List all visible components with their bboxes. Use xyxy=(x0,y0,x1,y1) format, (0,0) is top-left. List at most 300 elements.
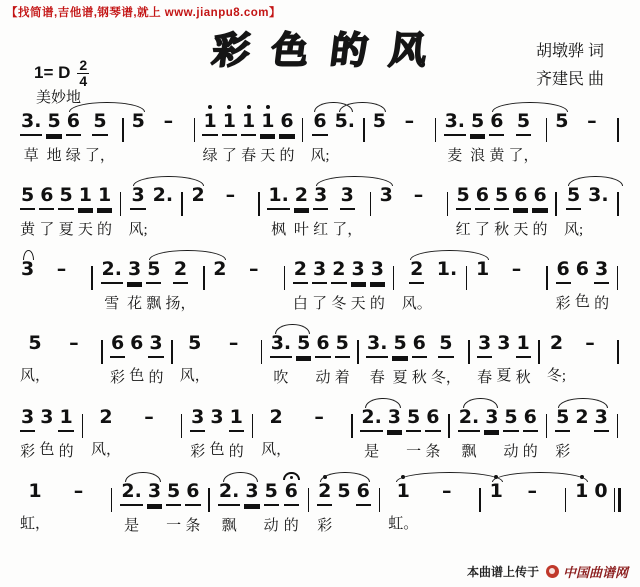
note-cell xyxy=(332,102,358,162)
note-number: 1 xyxy=(97,184,112,210)
duration-dash xyxy=(123,398,175,458)
note-number: 1 xyxy=(78,184,93,210)
lyric-syllable: 彩 xyxy=(190,444,206,460)
note-number: – xyxy=(225,184,236,206)
lyric-syllable: 了， xyxy=(332,222,363,238)
lyric-syllable: 的 xyxy=(279,148,295,164)
lyric-syllable: 动 xyxy=(315,370,331,386)
barline xyxy=(612,102,624,142)
note-number: 6 xyxy=(489,110,504,136)
note-cell xyxy=(259,398,293,458)
music-system-3 xyxy=(18,250,624,312)
note-cell xyxy=(313,324,332,386)
note-cell xyxy=(572,398,591,458)
lyric-syllable: 色 xyxy=(574,294,590,310)
note-cell xyxy=(329,250,348,312)
barline xyxy=(256,324,268,364)
lyric-syllable: 黄 xyxy=(489,148,505,164)
note-cell xyxy=(18,472,52,532)
lyric-syllable: 了 xyxy=(312,296,328,312)
note-cell xyxy=(163,250,197,312)
note-cell xyxy=(482,398,501,460)
note-cell xyxy=(501,398,520,460)
time-signature xyxy=(77,58,89,88)
note-cell xyxy=(442,102,468,164)
note-cell xyxy=(592,250,611,312)
note-cell xyxy=(511,176,530,238)
note-number: – xyxy=(69,332,79,354)
note-cell xyxy=(468,102,487,164)
high-octave-dot xyxy=(494,475,498,479)
lyric-syllable: 草 xyxy=(23,148,39,164)
barline xyxy=(550,176,562,216)
note-number: 6 xyxy=(284,480,299,506)
note-number: 3 xyxy=(148,332,163,358)
note-cell xyxy=(145,472,164,534)
note-number: 2. xyxy=(101,258,123,284)
lyric-syllable: 飘 xyxy=(221,518,237,534)
note-cell xyxy=(334,472,353,532)
octave-dots xyxy=(401,472,405,480)
note-cell xyxy=(294,324,313,386)
note-number: 6 xyxy=(185,480,200,506)
lyric-syllable: 冬; xyxy=(546,368,567,384)
note-cell xyxy=(434,250,460,310)
note-cell xyxy=(127,176,150,238)
note-number: 1 xyxy=(222,110,237,136)
barline xyxy=(253,176,265,216)
note-cell xyxy=(386,472,420,532)
note-number: 6 xyxy=(532,184,547,210)
note-cell xyxy=(554,250,573,312)
note-number: 6 xyxy=(556,258,571,284)
barline xyxy=(559,472,572,512)
barline xyxy=(117,102,129,142)
lyric-syllable: 色 xyxy=(209,442,225,458)
note-number: 2 xyxy=(294,184,309,210)
note-number: – xyxy=(56,258,67,280)
note-cell xyxy=(311,176,330,238)
note-cell xyxy=(277,102,296,164)
note-number: 1. xyxy=(267,184,289,210)
note-cell xyxy=(200,102,219,164)
music-system-2 xyxy=(18,176,624,238)
note-cell xyxy=(207,398,226,458)
note-number: 2 xyxy=(575,406,589,428)
lyric-syllable: 条 xyxy=(425,444,441,460)
note-number: 5 xyxy=(146,258,161,284)
note-number: 1 xyxy=(516,332,531,358)
note-number: 5 xyxy=(337,480,351,502)
note-cell xyxy=(521,398,540,460)
note-cell xyxy=(364,324,390,386)
note-cell xyxy=(423,398,442,460)
barline xyxy=(430,102,442,142)
note-number: 5 xyxy=(335,332,350,358)
note-cell xyxy=(108,324,127,386)
note-number: – xyxy=(527,480,538,502)
note-cell xyxy=(553,398,572,460)
note-number: 5 xyxy=(438,332,453,358)
note-cell xyxy=(492,176,511,238)
barline xyxy=(611,250,624,290)
lyric-syllable: 动 xyxy=(263,518,279,534)
credits xyxy=(536,38,604,94)
note-cell xyxy=(377,176,396,236)
note-cell xyxy=(530,176,549,238)
note-cell xyxy=(473,250,492,310)
note-cell xyxy=(358,398,384,460)
note-number: 1 xyxy=(475,258,490,280)
note-cell xyxy=(265,176,291,238)
lyric-syllable: 动 xyxy=(503,444,519,460)
note-number: 1 xyxy=(28,480,42,502)
barline xyxy=(533,324,545,364)
note-number: 2. xyxy=(360,406,382,432)
note-number: 5 xyxy=(456,184,471,210)
barline xyxy=(540,398,553,438)
note-number: 6 xyxy=(523,406,538,432)
lyric-syllable: 色 xyxy=(129,368,145,384)
lyric-syllable: 雪 xyxy=(104,296,120,312)
lyric-syllable: 枫 xyxy=(271,222,287,238)
lyric-syllable: 夏 xyxy=(58,222,74,238)
note-number: 3 xyxy=(20,406,35,432)
lyric-syllable: 飘 xyxy=(146,296,162,312)
note-cell xyxy=(404,398,423,460)
octave-dots xyxy=(208,102,212,110)
note-number: 6 xyxy=(39,184,54,210)
lyric-syllable: 彩 xyxy=(20,444,36,460)
note-cell xyxy=(129,102,148,162)
lyric-syllable: 红 xyxy=(455,222,471,238)
note-number: – xyxy=(441,480,452,502)
lyric-syllable: 的 xyxy=(58,444,74,460)
note-number: 2 xyxy=(331,258,346,284)
high-octave-dot xyxy=(266,105,270,109)
note-cell xyxy=(56,398,75,460)
duration-dash xyxy=(148,102,189,162)
duration-dash xyxy=(571,102,612,162)
upload-note: 本曲谱上传于 xyxy=(466,565,539,579)
note-number: 6 xyxy=(575,258,589,280)
barline xyxy=(302,472,315,512)
note-cell xyxy=(164,472,183,534)
note-cell xyxy=(454,176,473,238)
lyric-syllable: 天 xyxy=(350,296,366,312)
note-cell xyxy=(188,176,207,236)
note-cell xyxy=(385,398,404,460)
note-cell xyxy=(99,250,125,312)
note-number: 1 xyxy=(58,406,73,432)
lyric-syllable: 了 xyxy=(221,148,237,164)
lyric-syllable: 的 xyxy=(228,444,244,460)
note-number: 5 xyxy=(555,110,569,132)
note-cell xyxy=(475,324,494,386)
note-cell xyxy=(178,324,212,384)
barline xyxy=(76,398,89,438)
lyric-syllable: 的 xyxy=(97,222,113,238)
note-number: 2. xyxy=(218,480,240,506)
lyric-syllable: 是 xyxy=(364,444,380,460)
note-number: 5. xyxy=(334,110,356,132)
barline xyxy=(373,472,386,512)
note-cell xyxy=(456,398,482,460)
key-signature xyxy=(34,58,89,88)
lyric-syllable: 叶 xyxy=(293,222,309,238)
note-number: 3 xyxy=(130,184,145,210)
lyric-syllable: 风; xyxy=(310,148,330,164)
lyric-syllable: 春 xyxy=(477,370,493,386)
note-number: 5 xyxy=(470,110,485,136)
note-number: – xyxy=(585,332,595,354)
lyric-syllable: 风。 xyxy=(401,296,432,312)
octave-dots xyxy=(323,472,327,480)
note-cell xyxy=(18,250,37,310)
lyric-syllable: 了， xyxy=(84,148,115,164)
final-barline xyxy=(611,472,624,512)
barline xyxy=(114,176,126,216)
lyric-syllable: 夏 xyxy=(496,368,512,384)
barline xyxy=(611,398,624,438)
note-number: 2 xyxy=(213,258,227,280)
note-cell xyxy=(310,250,329,312)
note-cell xyxy=(89,398,123,458)
lyric-syllable: 冬， xyxy=(430,370,461,386)
barline xyxy=(175,398,188,438)
lyric-syllable: 花 xyxy=(127,296,143,312)
notation-area xyxy=(0,102,640,534)
notes-row xyxy=(18,324,624,386)
music-system-6 xyxy=(18,472,624,534)
song-title: 彩色的风 xyxy=(209,28,452,72)
lyric-syllable: 风， xyxy=(20,368,51,384)
lyric-syllable: 彩 xyxy=(110,370,126,386)
note-number: 3 xyxy=(40,406,54,428)
note-cell xyxy=(258,102,277,164)
lyric-syllable: 着 xyxy=(334,370,350,386)
lyric-syllable: 冬 xyxy=(331,296,347,312)
lyric-syllable: 风， xyxy=(90,442,121,458)
lyric-syllable: 吹 xyxy=(273,370,289,386)
barline xyxy=(189,102,201,142)
duration-dash xyxy=(229,250,278,310)
lyric-syllable: 天 xyxy=(260,148,276,164)
lyric-syllable: 风， xyxy=(261,442,292,458)
lyric-syllable: 彩 xyxy=(555,296,571,312)
note-number: 3 xyxy=(127,258,142,284)
note-cell xyxy=(333,324,352,386)
note-number: 2 xyxy=(191,184,205,206)
duration-dash xyxy=(52,472,105,532)
lyric-syllable: 一 xyxy=(166,518,182,534)
note-cell xyxy=(146,324,165,386)
barline xyxy=(86,250,99,290)
note-number: 3 xyxy=(497,332,511,354)
barline xyxy=(541,102,553,142)
note-cell xyxy=(262,472,281,534)
note-number: 3 xyxy=(387,406,402,432)
note-number: 5 xyxy=(264,480,279,506)
note-number: 6 xyxy=(279,110,294,136)
lyric-syllable: 的 xyxy=(369,296,385,312)
barline xyxy=(460,250,473,290)
barline xyxy=(364,176,376,216)
note-cell xyxy=(573,250,592,310)
note-number: 2. xyxy=(120,480,142,506)
note-cell xyxy=(227,398,246,460)
note-cell xyxy=(552,102,571,162)
lyric-syllable: 地 xyxy=(46,148,62,164)
note-number: 5 xyxy=(166,480,181,506)
note-cell xyxy=(330,176,364,238)
barline xyxy=(441,176,453,216)
duration-dash xyxy=(506,472,559,532)
note-cell xyxy=(487,472,506,532)
barline xyxy=(197,250,210,290)
note-cell xyxy=(76,176,95,238)
octave-dots xyxy=(580,472,584,480)
duration-dash xyxy=(568,324,612,384)
barline xyxy=(358,102,370,142)
duration-dash xyxy=(52,324,96,384)
lyric-syllable: 色 xyxy=(39,442,55,458)
lyric-syllable: 的 xyxy=(148,370,164,386)
notes-row xyxy=(18,250,624,312)
note-cell xyxy=(592,398,611,460)
note-cell xyxy=(56,176,75,238)
note-cell xyxy=(37,176,56,238)
note-number: 5 xyxy=(131,110,145,132)
note-number: 2 xyxy=(317,480,332,506)
note-number: 3 xyxy=(210,406,224,428)
duration-dash xyxy=(293,398,345,458)
note-number: 2 xyxy=(99,406,113,428)
site-name: 中国曲谱网 xyxy=(562,565,628,580)
note-cell xyxy=(18,398,37,460)
lyric-syllable: 风， xyxy=(179,368,210,384)
lyric-syllable: 的 xyxy=(522,444,538,460)
lyric-syllable: 虹。 xyxy=(388,516,419,532)
notes-row xyxy=(18,176,624,238)
lyric-syllable: 彩 xyxy=(555,444,571,460)
note-cell xyxy=(210,250,229,310)
note-cell xyxy=(354,472,373,534)
note-cell xyxy=(268,324,294,386)
note-cell xyxy=(188,398,207,460)
note-number: 3. xyxy=(20,110,42,136)
note-number: 3 xyxy=(313,184,328,210)
note-number: 6 xyxy=(475,184,490,210)
barline xyxy=(463,324,475,364)
tempo-marking: 美妙地 xyxy=(36,90,82,106)
barline xyxy=(203,472,216,512)
note-number: 2. xyxy=(152,184,174,206)
upload-footer xyxy=(467,562,628,581)
note-number: – xyxy=(249,258,259,280)
high-octave-dot xyxy=(208,105,212,109)
lyric-syllable: 飘 xyxy=(461,444,477,460)
note-number: 3 xyxy=(484,406,499,432)
note-number: 5 xyxy=(92,110,107,136)
note-cell xyxy=(44,102,63,164)
note-cell xyxy=(125,250,144,312)
note-number: 6 xyxy=(315,332,330,358)
barline xyxy=(297,102,309,142)
high-octave-dot xyxy=(323,475,327,479)
note-number: 2 xyxy=(173,258,188,284)
barline xyxy=(96,324,108,364)
note-number: 1 xyxy=(202,110,217,136)
high-octave-dot xyxy=(247,105,251,109)
note-number: 6 xyxy=(312,110,327,136)
lyric-syllable: 红 xyxy=(313,222,329,238)
sheet-header xyxy=(0,0,640,106)
note-cell xyxy=(410,324,429,386)
high-octave-dot xyxy=(580,475,584,479)
note-number: 3 xyxy=(370,258,385,284)
barline xyxy=(105,472,118,512)
lyric-syllable: 浪 xyxy=(470,148,486,164)
high-octave-dot xyxy=(401,475,405,479)
barline xyxy=(166,324,178,364)
note-cell xyxy=(487,102,506,164)
note-number: 5 xyxy=(58,184,73,210)
note-number: 2. xyxy=(458,406,480,432)
lyric-syllable: 一 xyxy=(406,444,422,460)
note-cell xyxy=(95,176,114,238)
note-number: 3. xyxy=(366,332,388,358)
note-cell xyxy=(400,250,434,312)
lyric-syllable: 条 xyxy=(185,518,201,534)
note-cell xyxy=(368,250,387,312)
note-cell xyxy=(315,472,334,534)
note-number: 1. xyxy=(436,258,458,280)
lyric-syllable: 的 xyxy=(532,222,548,238)
note-cell xyxy=(37,398,56,458)
note-cell xyxy=(239,102,258,164)
composer-credit: 齐建民 曲 xyxy=(535,71,604,88)
octave-dots xyxy=(283,472,300,480)
note-number: 3 xyxy=(21,258,35,280)
lyric-syllable: 白 xyxy=(292,296,308,312)
note-cell xyxy=(220,102,239,164)
note-number: 2 xyxy=(549,332,564,354)
note-cell xyxy=(349,250,368,312)
octave-dots xyxy=(227,102,231,110)
note-cell xyxy=(585,176,611,236)
notes-row xyxy=(18,102,624,164)
lyric-syllable: 春 xyxy=(241,148,257,164)
note-cell xyxy=(473,176,492,238)
note-cell xyxy=(506,102,540,164)
note-number: 3 xyxy=(244,480,259,506)
note-number: 5 xyxy=(555,406,570,432)
note-cell xyxy=(494,324,513,384)
duration-dash xyxy=(37,250,86,310)
note-number: 6 xyxy=(110,332,125,358)
note-number: 6 xyxy=(425,406,440,432)
barline xyxy=(443,398,456,438)
note-number: 2 xyxy=(269,406,283,428)
barline xyxy=(246,398,259,438)
octave-dots xyxy=(494,472,498,480)
lyric-syllable: 了 xyxy=(474,222,490,238)
lyric-syllable: 麦 xyxy=(447,148,463,164)
octave-dots xyxy=(266,102,270,110)
barline xyxy=(541,250,554,290)
note-cell xyxy=(183,472,202,534)
